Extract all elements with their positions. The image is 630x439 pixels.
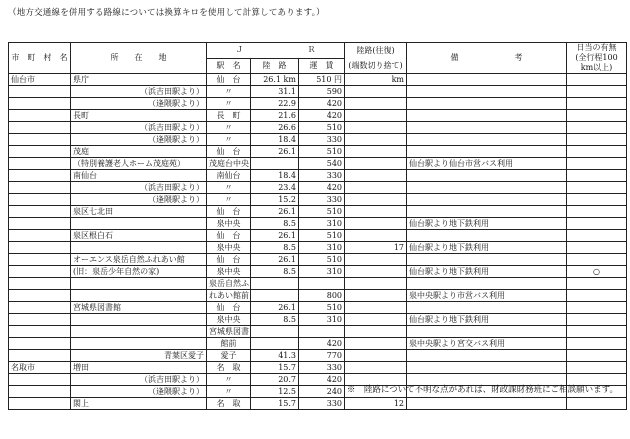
day-allowance-cell bbox=[567, 326, 627, 338]
station-cell: 〃 bbox=[207, 98, 251, 110]
land-route-cell bbox=[345, 314, 407, 326]
header-station: 駅 名 bbox=[207, 58, 251, 74]
station-cell: 仙 台 bbox=[207, 74, 251, 86]
fare-cell: 510 bbox=[299, 206, 345, 218]
distance-cell: 41.3 bbox=[251, 350, 299, 362]
remarks-cell bbox=[407, 86, 567, 98]
remarks-cell bbox=[407, 398, 567, 410]
fare-cell: 330 bbox=[299, 134, 345, 146]
land-route-cell bbox=[345, 338, 407, 350]
day-allowance-cell bbox=[567, 398, 627, 410]
distance-cell bbox=[251, 338, 299, 350]
land-route-cell bbox=[345, 362, 407, 374]
table-row bbox=[9, 254, 627, 266]
city-cell bbox=[9, 218, 71, 230]
city-cell bbox=[9, 110, 71, 122]
remarks-cell: 仙台駅より地下鉄利用 bbox=[407, 266, 567, 278]
location-cell: 長町 bbox=[71, 110, 207, 122]
remarks-cell bbox=[407, 278, 567, 290]
location-cell bbox=[71, 338, 207, 350]
station-cell: 愛子 bbox=[207, 350, 251, 362]
fare-cell: 240 bbox=[299, 386, 345, 398]
city-cell bbox=[9, 386, 71, 398]
land-route-cell bbox=[345, 134, 407, 146]
distance-cell: 15.7 bbox=[251, 398, 299, 410]
distance-cell bbox=[251, 326, 299, 338]
day-allowance-cell bbox=[567, 74, 627, 86]
station-cell: 仙 台 bbox=[207, 254, 251, 266]
city-cell: 名取市 bbox=[9, 362, 71, 374]
distance-cell bbox=[251, 290, 299, 302]
header-fare: 運 賃 bbox=[299, 58, 345, 74]
location-cell: 県庁 bbox=[71, 74, 207, 86]
remarks-cell bbox=[407, 350, 567, 362]
city-cell bbox=[9, 146, 71, 158]
table-row bbox=[9, 242, 627, 254]
city-cell bbox=[9, 398, 71, 410]
station-cell: れあい館前 bbox=[207, 290, 251, 302]
city-cell bbox=[9, 86, 71, 98]
table-row bbox=[9, 194, 627, 206]
location-cell: （特別養護老人ホーム茂庭苑） bbox=[71, 158, 207, 170]
remarks-cell bbox=[407, 302, 567, 314]
station-cell: 仙 台 bbox=[207, 206, 251, 218]
location-cell: （浜吉田駅より） bbox=[71, 374, 207, 386]
fare-cell: 310 bbox=[299, 266, 345, 278]
day-allowance-line2: (全行程100 bbox=[575, 53, 618, 62]
station-cell: 館前 bbox=[207, 338, 251, 350]
day-allowance-cell bbox=[567, 182, 627, 194]
station-cell: 泉中央 bbox=[207, 266, 251, 278]
remarks-cell bbox=[407, 146, 567, 158]
city-cell bbox=[9, 206, 71, 218]
day-allowance-cell bbox=[567, 362, 627, 374]
location-cell: 宮城県図書館 bbox=[71, 302, 207, 314]
city-cell bbox=[9, 134, 71, 146]
table-row bbox=[9, 398, 627, 410]
remarks-cell bbox=[407, 134, 567, 146]
distance-cell: 26.1 bbox=[251, 146, 299, 158]
distance-cell: 12.5 bbox=[251, 386, 299, 398]
station-cell: 〃 bbox=[207, 86, 251, 98]
location-cell: 閖上 bbox=[71, 398, 207, 410]
land-route-cell: 12 bbox=[345, 398, 407, 410]
station-cell: 長 町 bbox=[207, 110, 251, 122]
station-cell: 〃 bbox=[207, 374, 251, 386]
remarks-cell bbox=[407, 254, 567, 266]
remarks-cell bbox=[407, 98, 567, 110]
day-allowance-cell bbox=[567, 290, 627, 302]
city-cell bbox=[9, 302, 71, 314]
location-cell bbox=[71, 242, 207, 254]
location-cell: (旧：泉岳少年自然の家) bbox=[71, 266, 207, 278]
station-cell: 名 取 bbox=[207, 362, 251, 374]
land-route-cell bbox=[345, 146, 407, 158]
day-allowance-cell bbox=[567, 86, 627, 98]
remarks-cell: 泉中央駅より市営バス利用 bbox=[407, 290, 567, 302]
table-row bbox=[9, 182, 627, 194]
land-route-cell bbox=[345, 254, 407, 266]
city-cell bbox=[9, 278, 71, 290]
day-allowance-cell bbox=[567, 278, 627, 290]
station-cell: 〃 bbox=[207, 182, 251, 194]
location-cell: （浜吉田駅より） bbox=[71, 182, 207, 194]
location-cell: 増田 bbox=[71, 362, 207, 374]
distance-cell: 26.1 km bbox=[251, 74, 299, 86]
location-cell: 泉区根白石 bbox=[71, 230, 207, 242]
remarks-cell bbox=[407, 170, 567, 182]
remarks-cell: 仙台駅より地下鉄利用 bbox=[407, 218, 567, 230]
distance-cell: 8.5 bbox=[251, 218, 299, 230]
land-route-cell: km bbox=[345, 74, 407, 86]
location-cell bbox=[71, 290, 207, 302]
fare-cell: 510 bbox=[299, 230, 345, 242]
remarks-cell bbox=[407, 182, 567, 194]
fare-cell: 540 bbox=[299, 158, 345, 170]
bottom-note: ※ 陸路について不明な点があれば、財政課財務班にご相談願います。 bbox=[346, 385, 618, 395]
city-cell bbox=[9, 158, 71, 170]
day-allowance-cell bbox=[567, 230, 627, 242]
fare-table bbox=[8, 42, 627, 410]
day-allowance-cell bbox=[567, 242, 627, 254]
fare-cell: 510 bbox=[299, 302, 345, 314]
city-cell bbox=[9, 194, 71, 206]
remarks-cell bbox=[407, 362, 567, 374]
station-cell: 宮城県図書 bbox=[207, 326, 251, 338]
station-cell: 泉中央 bbox=[207, 242, 251, 254]
day-allowance-cell bbox=[567, 206, 627, 218]
land-route-cell bbox=[345, 182, 407, 194]
distance-cell: 23.4 bbox=[251, 182, 299, 194]
land-route-cell bbox=[345, 278, 407, 290]
fare-cell: 510 bbox=[299, 254, 345, 266]
remarks-cell: 仙台駅より地下鉄利用 bbox=[407, 314, 567, 326]
fare-cell: 510 bbox=[299, 146, 345, 158]
day-allowance-cell bbox=[567, 134, 627, 146]
location-cell bbox=[71, 278, 207, 290]
station-cell: 泉中央 bbox=[207, 314, 251, 326]
fare-cell: 330 bbox=[299, 398, 345, 410]
day-allowance-cell bbox=[567, 338, 627, 350]
fare-cell: 330 bbox=[299, 362, 345, 374]
city-cell bbox=[9, 326, 71, 338]
city-cell bbox=[9, 290, 71, 302]
land-route-cell bbox=[345, 98, 407, 110]
table-row bbox=[9, 230, 627, 242]
distance-cell: 15.7 bbox=[251, 362, 299, 374]
fare-cell bbox=[299, 326, 345, 338]
table-row bbox=[9, 350, 627, 362]
land-route-cell bbox=[345, 326, 407, 338]
day-allowance-cell bbox=[567, 350, 627, 362]
location-cell bbox=[71, 218, 207, 230]
header-location: 所 在 地 bbox=[71, 43, 207, 74]
city-cell bbox=[9, 170, 71, 182]
day-allowance-line3: km以上) bbox=[580, 63, 613, 72]
city-cell bbox=[9, 266, 71, 278]
table-row bbox=[9, 362, 627, 374]
table-row bbox=[9, 338, 627, 350]
location-cell bbox=[71, 314, 207, 326]
land-route-cell bbox=[345, 110, 407, 122]
fare-cell: 800 bbox=[299, 290, 345, 302]
station-cell: 泉中央 bbox=[207, 218, 251, 230]
table-row bbox=[9, 170, 627, 182]
land-route-cell: 17 bbox=[345, 242, 407, 254]
table-row bbox=[9, 134, 627, 146]
fare-cell: 770 bbox=[299, 350, 345, 362]
remarks-cell bbox=[407, 110, 567, 122]
day-allowance-line1: 日当の有無 bbox=[576, 43, 617, 52]
location-cell: 南仙台 bbox=[71, 170, 207, 182]
land-route-cell bbox=[345, 206, 407, 218]
header-day-allowance bbox=[567, 43, 627, 74]
land-route-cell bbox=[345, 158, 407, 170]
day-allowance-cell bbox=[567, 218, 627, 230]
distance-cell: 31.1 bbox=[251, 86, 299, 98]
header-land-route-sub: (端数切り捨て) bbox=[345, 58, 407, 74]
header-city: 市 町 村 名 bbox=[9, 43, 71, 74]
city-cell bbox=[9, 338, 71, 350]
land-route-cell bbox=[345, 122, 407, 134]
remarks-cell bbox=[407, 74, 567, 86]
distance-cell: 26.1 bbox=[251, 302, 299, 314]
day-allowance-cell bbox=[567, 98, 627, 110]
land-route-cell bbox=[345, 290, 407, 302]
land-route-cell bbox=[345, 218, 407, 230]
land-route-cell bbox=[345, 86, 407, 98]
location-cell bbox=[71, 326, 207, 338]
city-cell bbox=[9, 374, 71, 386]
fare-cell: 310 bbox=[299, 218, 345, 230]
fare-cell: 420 bbox=[299, 182, 345, 194]
city-cell bbox=[9, 98, 71, 110]
station-cell: 〃 bbox=[207, 194, 251, 206]
city-cell bbox=[9, 230, 71, 242]
distance-cell: 8.5 bbox=[251, 266, 299, 278]
city-cell bbox=[9, 254, 71, 266]
city-cell bbox=[9, 314, 71, 326]
day-allowance-cell bbox=[567, 254, 627, 266]
fare-cell: 420 bbox=[299, 110, 345, 122]
table-row bbox=[9, 278, 627, 290]
remarks-cell: 泉中央駅より宮交バス利用 bbox=[407, 338, 567, 350]
header-land-route: 陸路(往復) bbox=[345, 43, 407, 59]
distance-cell bbox=[251, 278, 299, 290]
fare-cell: 310 bbox=[299, 314, 345, 326]
location-cell: （浜吉田駅より） bbox=[71, 122, 207, 134]
fare-cell: 510 bbox=[299, 122, 345, 134]
day-allowance-cell bbox=[567, 110, 627, 122]
table-row bbox=[9, 86, 627, 98]
city-cell bbox=[9, 350, 71, 362]
table-row bbox=[9, 74, 627, 86]
remarks-cell bbox=[407, 206, 567, 218]
station-cell: 〃 bbox=[207, 386, 251, 398]
station-cell: 南仙台 bbox=[207, 170, 251, 182]
table-row bbox=[9, 146, 627, 158]
location-cell: オーエンス泉岳自然ふれあい館 bbox=[71, 254, 207, 266]
remarks-cell: 仙台駅より仙台市営バス利用 bbox=[407, 158, 567, 170]
city-cell: 仙台市 bbox=[9, 74, 71, 86]
station-cell: 仙 台 bbox=[207, 230, 251, 242]
fare-cell: 590 bbox=[299, 86, 345, 98]
fare-cell bbox=[299, 278, 345, 290]
station-cell: 〃 bbox=[207, 122, 251, 134]
table-row bbox=[9, 302, 627, 314]
distance-cell: 26.6 bbox=[251, 122, 299, 134]
day-allowance-cell bbox=[567, 170, 627, 182]
table-row bbox=[9, 206, 627, 218]
station-cell: 茂庭台中央 bbox=[207, 158, 251, 170]
land-route-cell bbox=[345, 302, 407, 314]
distance-cell: 20.7 bbox=[251, 374, 299, 386]
location-cell: （浜吉田駅より） bbox=[71, 86, 207, 98]
remarks-cell bbox=[407, 194, 567, 206]
table-row bbox=[9, 218, 627, 230]
top-note: （地方交通線を併用する路線については換算キロを使用して計算してあります。） bbox=[8, 8, 325, 18]
location-cell: 茂庭 bbox=[71, 146, 207, 158]
land-route-cell bbox=[345, 170, 407, 182]
header-distance: 陸 路 bbox=[251, 58, 299, 74]
station-cell: 仙 台 bbox=[207, 302, 251, 314]
day-allowance-cell bbox=[567, 194, 627, 206]
station-cell: 〃 bbox=[207, 134, 251, 146]
fare-cell: 510 円 bbox=[299, 74, 345, 86]
fare-cell: 420 bbox=[299, 374, 345, 386]
land-route-cell bbox=[345, 266, 407, 278]
station-cell: 名 取 bbox=[207, 398, 251, 410]
city-cell bbox=[9, 122, 71, 134]
table-row bbox=[9, 290, 627, 302]
location-cell: 青葉区愛子 bbox=[71, 350, 207, 362]
table-row bbox=[9, 122, 627, 134]
city-cell bbox=[9, 242, 71, 254]
remarks-cell bbox=[407, 230, 567, 242]
day-allowance-cell: ○ bbox=[567, 266, 627, 278]
table-row bbox=[9, 266, 627, 278]
distance-cell: 18.4 bbox=[251, 134, 299, 146]
distance-cell: 8.5 bbox=[251, 314, 299, 326]
station-cell: 仙 台 bbox=[207, 146, 251, 158]
day-allowance-cell bbox=[567, 146, 627, 158]
city-cell bbox=[9, 182, 71, 194]
location-cell: （逢隈駅より） bbox=[71, 98, 207, 110]
distance-cell: 21.6 bbox=[251, 110, 299, 122]
day-allowance-cell bbox=[567, 158, 627, 170]
distance-cell: 18.4 bbox=[251, 170, 299, 182]
remarks-cell bbox=[407, 122, 567, 134]
fare-cell: 420 bbox=[299, 338, 345, 350]
location-cell: （逢隈駅より） bbox=[71, 134, 207, 146]
fare-cell: 420 bbox=[299, 98, 345, 110]
station-cell: 泉岳自然ふ bbox=[207, 278, 251, 290]
day-allowance-cell bbox=[567, 122, 627, 134]
distance-cell: 26.1 bbox=[251, 254, 299, 266]
location-cell: （逢隈駅より） bbox=[71, 194, 207, 206]
location-cell: 泉区七北田 bbox=[71, 206, 207, 218]
remarks-cell: 仙台駅より地下鉄利用 bbox=[407, 242, 567, 254]
table-row bbox=[9, 98, 627, 110]
fare-cell: 330 bbox=[299, 170, 345, 182]
land-route-cell bbox=[345, 230, 407, 242]
location-cell: （逢隈駅より） bbox=[71, 386, 207, 398]
table-row bbox=[9, 314, 627, 326]
header-jr: Ｊ Ｒ bbox=[207, 43, 345, 59]
distance-cell: 8.5 bbox=[251, 242, 299, 254]
distance-cell bbox=[251, 158, 299, 170]
day-allowance-cell bbox=[567, 314, 627, 326]
remarks-cell bbox=[407, 326, 567, 338]
header-remarks: 備 考 bbox=[407, 43, 567, 74]
distance-cell: 26.1 bbox=[251, 230, 299, 242]
day-allowance-cell bbox=[567, 302, 627, 314]
distance-cell: 15.2 bbox=[251, 194, 299, 206]
table-row bbox=[9, 326, 627, 338]
table-row bbox=[9, 110, 627, 122]
table-row bbox=[9, 158, 627, 170]
land-route-cell bbox=[345, 350, 407, 362]
distance-cell: 26.1 bbox=[251, 206, 299, 218]
fare-cell: 310 bbox=[299, 242, 345, 254]
land-route-cell bbox=[345, 194, 407, 206]
fare-cell: 330 bbox=[299, 194, 345, 206]
distance-cell: 22.9 bbox=[251, 98, 299, 110]
